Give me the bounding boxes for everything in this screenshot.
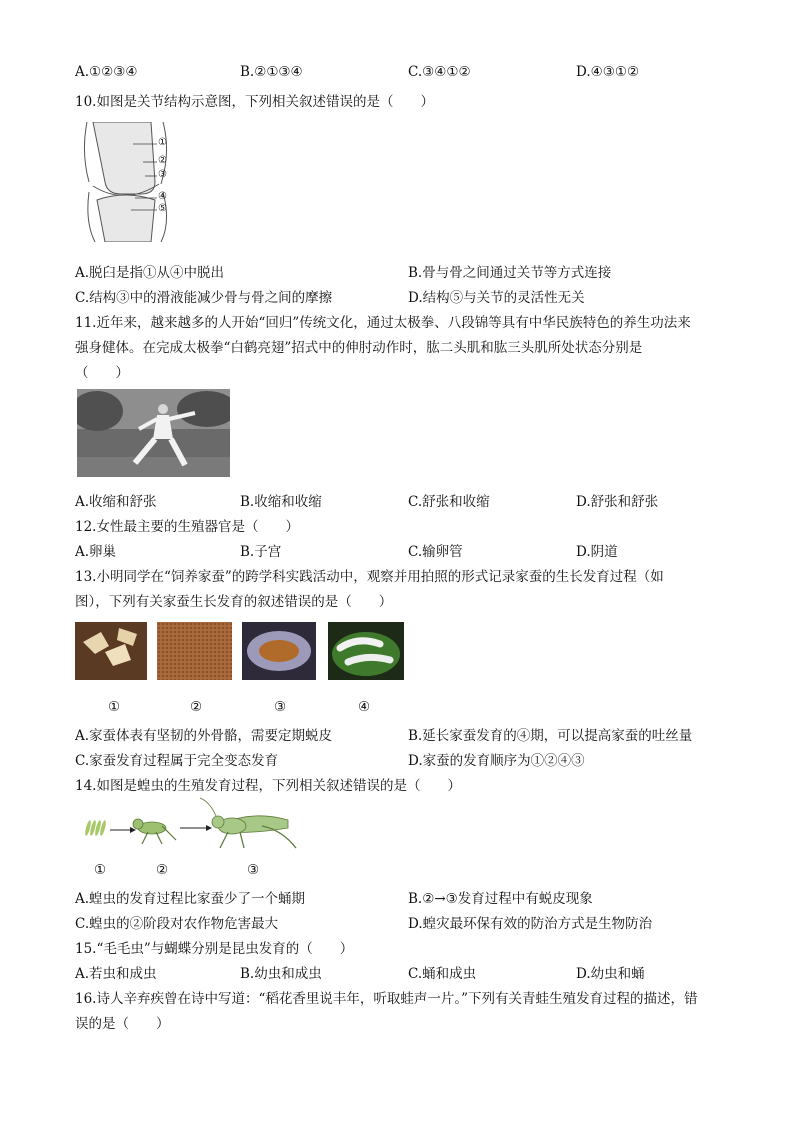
q9-option-c: C.③④①② [408,64,471,80]
q15-option-a: A.若虫和成虫 [75,966,157,982]
q11-option-b: B.收缩和收缩 [240,494,322,510]
q15-option-d: D.幼虫和蛹 [576,966,645,982]
q9-option-d: D.④③①② [576,64,640,80]
q9-option-b: B.②①③④ [240,64,303,80]
silkworm-label-1: ① [108,699,121,715]
locust-label-2: ② [156,862,169,878]
q13-option-d: D.家蚕的发育顺序为①②④③ [408,753,585,769]
q12-option-c: C.输卵管 [408,544,463,560]
silkworm-label-2: ② [190,699,203,715]
q15-option-c: C.蛹和成虫 [408,966,477,982]
silkworm-label-4: ④ [358,699,371,715]
q11-option-a: A.收缩和舒张 [75,494,157,510]
joint-label-1: ① [158,137,167,148]
taichi-photo [77,389,230,477]
q12-option-a: A.卵巢 [75,544,117,560]
q11-option-c: C.舒张和收缩 [408,494,490,510]
q13-option-b: B.延长家蚕发育的④期，可以提高家蚕的吐丝量 [408,728,693,744]
silkworm-pupa-photo [242,622,316,680]
joint-label-3: ③ [158,169,167,180]
locust-label-1: ① [94,862,107,878]
joint-label-5: ⑤ [158,203,167,214]
q15-option-b: B.幼虫和成虫 [240,966,322,982]
silkworm-egg-photo [157,622,232,680]
q14-option-c: C.蝗虫的②阶段对农作物危害最大 [75,916,279,932]
q16-stem-line-1: 16.诗人辛弃疾曾在诗中写道：“稻花香里说丰年，听取蛙声一片。”下列有关青蛙生殖发育过程的描述，错 [75,991,698,1007]
q11-stem-line-1: 11.近年来，越来越多的人开始“回归”传统文化，通过太极拳、八段锦等具有中华民族特色的养生功法来 [75,315,691,331]
joint-label-4: ④ [158,191,167,202]
q14-option-d: D.蝗灾最环保有效的防治方式是生物防治 [408,916,653,932]
q13-option-c: C.家蚕发育过程属于完全变态发育 [75,753,279,769]
silkworm-moth-photo [75,622,147,680]
q13-option-a: A.家蚕体表有坚韧的外骨骼，需要定期蜕皮 [75,728,333,744]
q13-stem-line-2: 图），下列有关家蚕生长发育的叙述错误的是（ ） [75,594,393,610]
locust-label-3: ③ [247,862,260,878]
q12-option-b: B.子宫 [240,544,282,560]
q10-option-c: C.结构③中的滑液能减少骨与骨之间的摩擦 [75,290,333,306]
q10-option-d: D.结构⑤与关节的灵活性无关 [408,290,585,306]
q13-stem-line-1: 13.小明同学在“饲养家蚕”的跨学科实践活动中，观察并用拍照的形式记录家蚕的生长发育过程（如 [75,569,664,585]
joint-diagram [75,122,185,242]
silkworm-larva-photo [328,622,404,680]
q14-option-a: A.蝗虫的发育过程比家蚕少了一个蛹期 [75,891,306,907]
q14-option-b: B.②→③发育过程中有蜕皮现象 [408,891,593,907]
q10-option-b: B.骨与骨之间通过关节等方式连接 [408,265,612,281]
q15-stem: 15.“毛毛虫”与蝴蝶分别是昆虫发育的（ ） [75,941,354,957]
q12-stem: 12.女性最主要的生殖器官是（ ） [75,519,299,535]
q11-option-d: D.舒张和舒张 [576,494,659,510]
q16-stem-line-2: 误的是（ ） [75,1016,170,1032]
q9-option-a: A.①②③④ [75,64,138,80]
q11-stem-line-3: （ ） [75,365,129,381]
q10-stem: 10.如图是关节结构示意图，下列相关叙述错误的是（ ） [75,94,434,110]
locust-lifecycle-diagram [82,796,304,852]
silkworm-label-3: ③ [274,699,287,715]
joint-label-2: ② [158,155,167,166]
q12-option-d: D.阴道 [576,544,618,560]
q14-stem: 14.如图是蝗虫的生殖发育过程，下列相关叙述错误的是（ ） [75,778,461,794]
q11-stem-line-2: 强身健体。在完成太极拳“白鹤亮翅”招式中的伸肘动作时，肱二头肌和肱三头肌所处状态分别是 [75,340,643,356]
q10-option-a: A.脱臼是指①从④中脱出 [75,265,225,281]
